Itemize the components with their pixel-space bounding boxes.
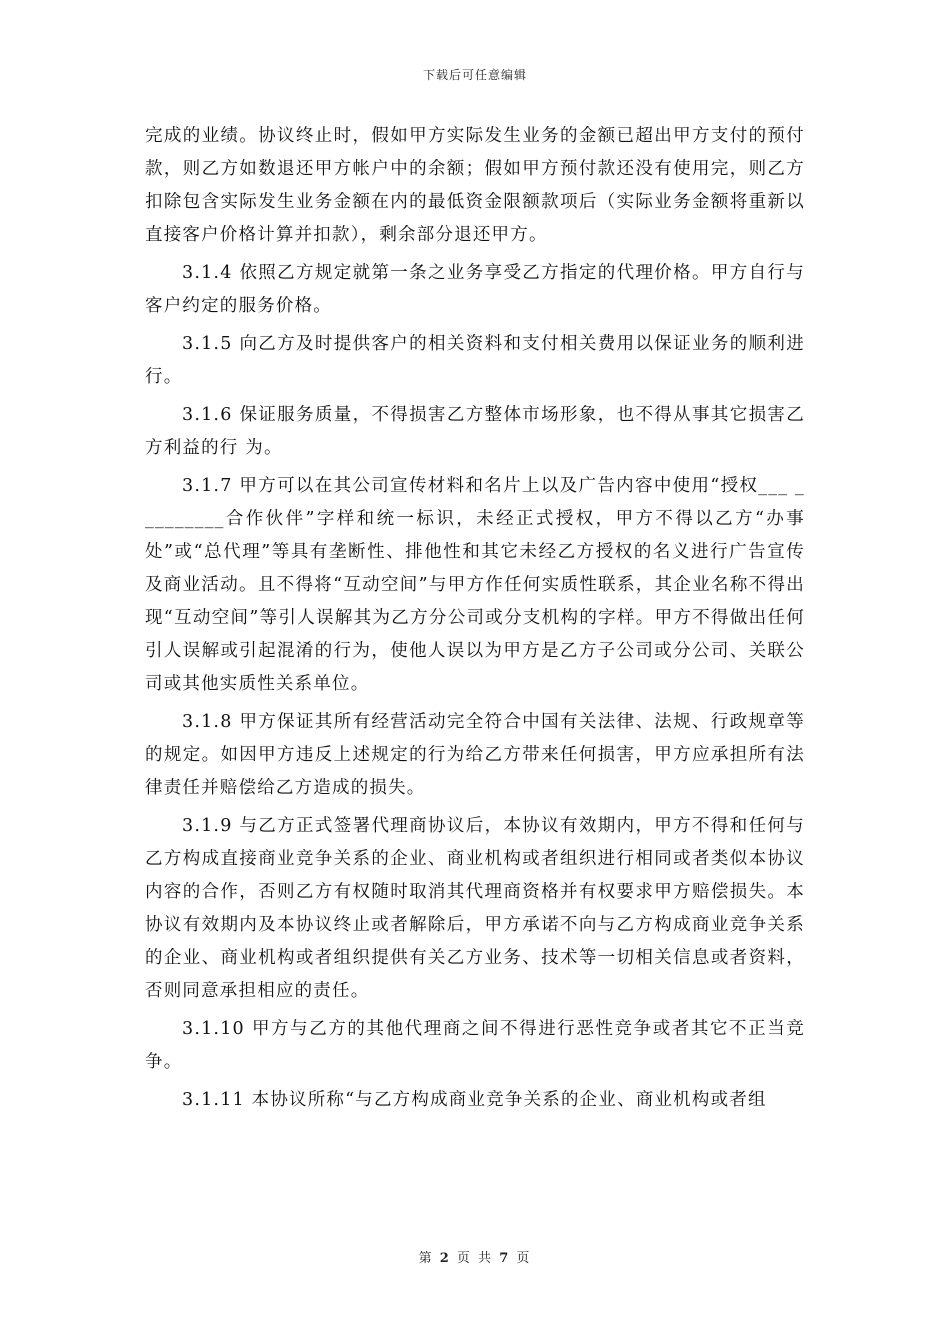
paragraph-3-1-6: 3.1.6 保证服务质量，不得损害乙方整体市场形象，也不得从事其它损害乙方利益的行 为。	[145, 405, 805, 458]
paragraph-3-1-8: 3.1.8 甲方保证其所有经营活动完全符合中国有关法律、法规、行政规章等的规定。如因甲方违反上述规定的行为给乙方带来任何损害，甲方应承担所有法律责任并赔偿给乙方造成的损失。	[145, 712, 805, 798]
paragraph-3-1-10: 3.1.10 甲方与乙方的其他代理商之间不得进行恶性竞争或者其它不正当竞争。	[145, 1019, 805, 1072]
paragraph-continuation: 完成的业绩。协议终止时，假如甲方实际发生业务的金额已超出甲方支付的预付款，则乙方如数退还甲方帐户中的余额；假如甲方预付款还没有使用完，则乙方扣除包含实际发生业务金额在内的最低资金限额款项后（实际业务金额将重新以直接客户价格计算并扣款），剩余部分退还甲方。	[145, 126, 805, 245]
document-body	[145, 120, 805, 1122]
header-text: 下载后可任意编辑	[422, 68, 527, 82]
paragraph-3-1-11: 3.1.11 本协议所称“与乙方构成商业竞争关系的企业、商业机构或者组	[182, 1090, 767, 1110]
paragraph-3-1-9: 3.1.9 与乙方正式签署代理商协议后，本协议有效期内，甲方不得和任何与乙方构成直接商业竞争关系的企业、商业机构或者组织进行相同或者类似本协议内容的合作，否则乙方有权随时取消其代理商资格并有权要求甲方赔偿损失。本协议有效期内及本协议终止或者解除后，甲方承诺不向与乙方构成商业竞争关系的企业、商业机构或者组织提供有关乙方业务、技术等一切相关信息或者资料，否则同意承担相应的责任。	[145, 816, 805, 1001]
footer-prefix: 第	[418, 1251, 434, 1266]
footer-suffix: 页	[516, 1251, 532, 1266]
page-footer	[0, 1247, 950, 1266]
paragraph-3-1-7: 3.1.7 甲方可以在其公司宣传材料和名片上以及广告内容中使用“授权___ _________合作伙伴”字样和统一标识，未经正式授权，甲方不得以乙方“办事处”或“总代理”等具有垄断性、排他性和其它未经乙方授权的名义进行广告宣传及商业活动。且不得将“互动空间”与甲方作任何实质性联系，其企业名称不得出现“互动空间”等引人误解其为乙方分公司或分支机构的字样。甲方不得做出任何引人误解或引起混淆的行为，使他人误以为甲方是乙方子公司或分公司、关联公司或其他实质性关系单位。	[145, 476, 805, 694]
footer-middle: 页 共	[456, 1251, 494, 1266]
total-page-number: 7	[499, 1251, 511, 1266]
page-header	[0, 66, 950, 83]
current-page-number: 2	[439, 1251, 451, 1266]
paragraph-3-1-4: 3.1.4 依照乙方规定就第一条之业务享受乙方指定的代理价格。甲方自行与客户约定的服务价格。	[145, 263, 805, 316]
paragraph-3-1-5: 3.1.5 向乙方及时提供客户的相关资料和支付相关费用以保证业务的顺利进行。	[145, 334, 805, 387]
